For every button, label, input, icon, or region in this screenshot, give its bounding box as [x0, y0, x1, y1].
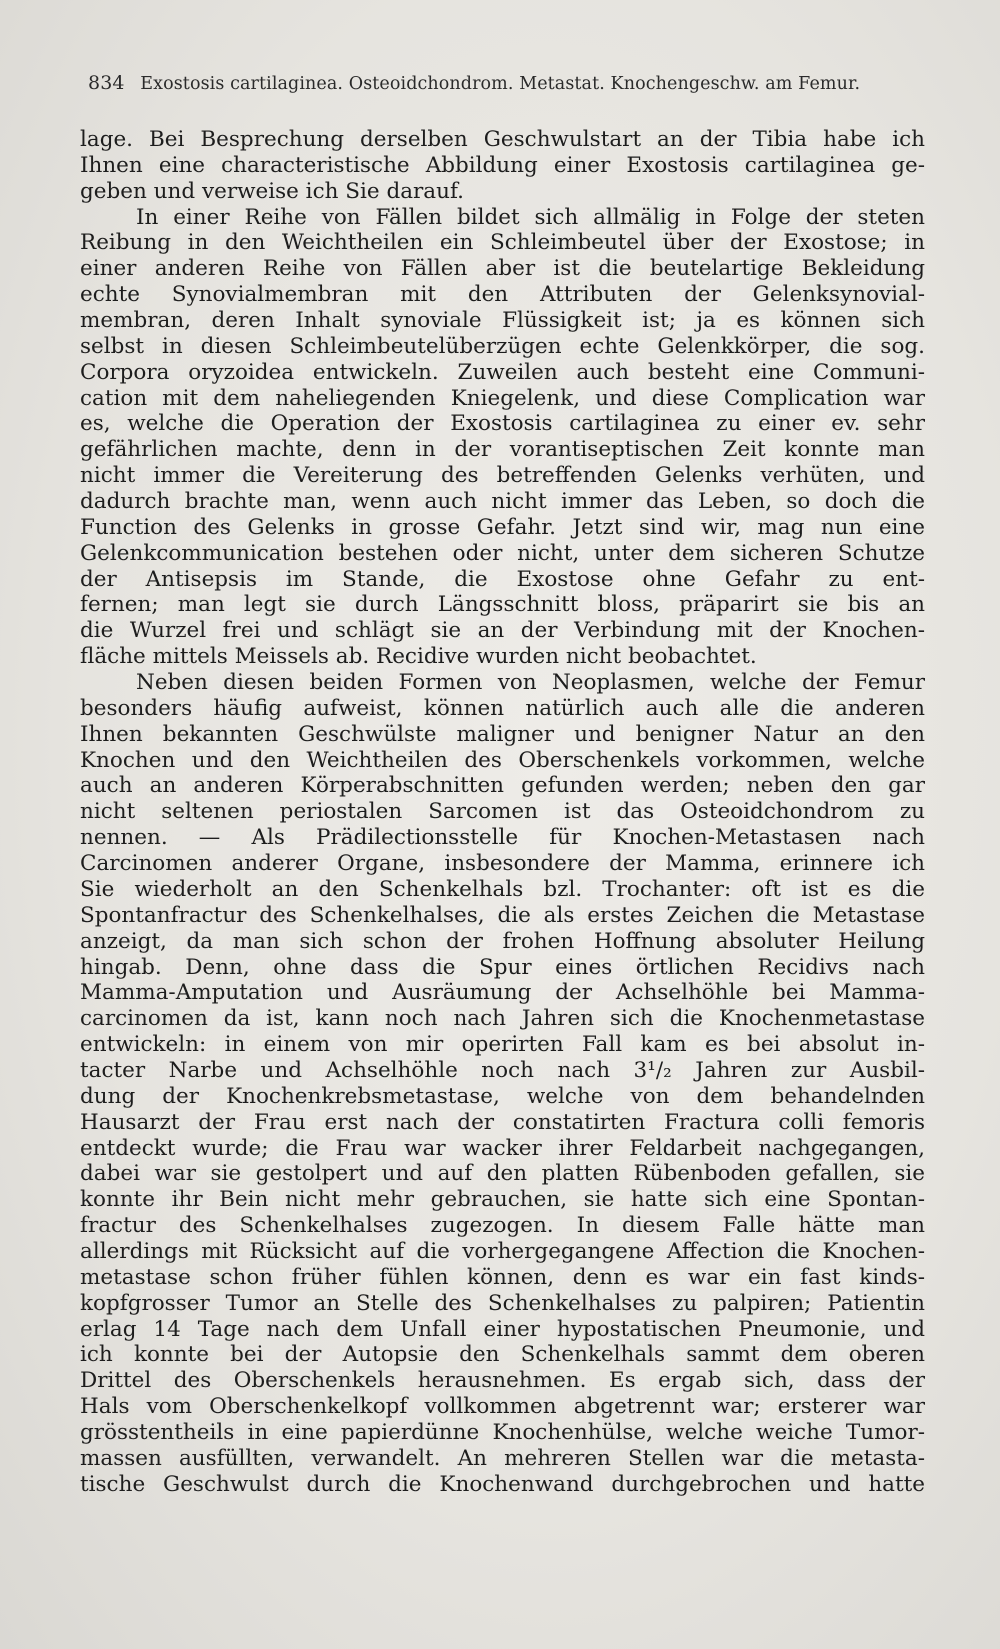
text-line: auch an anderen Körperabschnitten gefunden werden; neben den gar: [80, 773, 925, 799]
text-line: nennen. — Als Prädilectionsstelle für Knochen-Metastasen nach: [80, 825, 925, 851]
text-line: der Antisepsis im Stande, die Exostose ohne Gefahr zu ent-: [80, 566, 925, 592]
text-line: Sie wiederholt an den Schenkelhals bzl. Trochanter: oft ist es die: [80, 876, 925, 902]
text-line: carcinomen da ist, kann noch nach Jahren sich die Knochenmetastase: [80, 1006, 925, 1032]
text-line: tacter Narbe und Achselhöhle noch nach 3¹/₂ Jahren zur Ausbil-: [80, 1057, 925, 1083]
text-line: anzeigt, da man sich schon der frohen Hoffnung absoluter Heilung: [80, 928, 925, 954]
text-line: grösstentheils in eine papierdünne Knochenhülse, welche weiche Tumor-: [80, 1419, 925, 1445]
text-line: tische Geschwulst durch die Knochenwand durchgebrochen und hatte: [80, 1471, 925, 1497]
page-number: 834: [88, 72, 125, 94]
text-line: Function des Gelenks in grosse Gefahr. Jetzt sind wir, mag nun eine: [80, 514, 925, 540]
text-line: lage. Bei Besprechung derselben Geschwulstart an der Tibia habe ich: [80, 127, 925, 152]
text-line: konnte ihr Bein nicht mehr gebrauchen, sie hatte sich eine Spontan-: [80, 1187, 925, 1213]
paragraph: [80, 670, 925, 1498]
text-line: Mamma-Amputation und Ausräumung der Achselhöhle bei Mamma-: [80, 980, 925, 1006]
text-line: dadurch brachte man, wenn auch nicht immer das Leben, so doch die: [80, 489, 925, 515]
text-line: echte Synovialmembran mit den Attributen der Gelenksynovial-: [80, 282, 925, 308]
text-line: fractur des Schenkelhalses zugezogen. In diesem Falle hätte man: [80, 1213, 925, 1239]
text-line: Corpora oryzoidea entwickeln. Zuweilen auch besteht eine Communi-: [80, 359, 925, 385]
text-line: Hals vom Oberschenkelkopf vollkommen abgetrennt war; ersterer war: [80, 1394, 925, 1420]
text-line: Neben diesen beiden Formen von Neoplasmen, welche der Femur: [136, 670, 925, 696]
text-line: Knochen und den Weichtheilen des Oberschenkels vorkommen, welche: [80, 747, 925, 773]
text-line: Carcinomen anderer Organe, insbesondere der Mamma, erinnere ich: [80, 851, 925, 877]
text-line: In einer Reihe von Fällen bildet sich allmälig in Folge der steten: [136, 204, 925, 230]
text-line: ich konnte bei der Autopsie den Schenkelhals sammt dem oberen: [80, 1342, 925, 1368]
text-line: die Wurzel frei und schlägt sie an der Verbindung mit der Knochen-: [80, 618, 925, 644]
text-line: einer anderen Reihe von Fällen aber ist die beutelartige Bekleidung: [80, 256, 925, 282]
text-line: gefährlichen machte, denn in der vorantiseptischen Zeit konnte man: [80, 437, 925, 463]
text-line: Drittel des Oberschenkels herausnehmen. Es ergab sich, dass der: [80, 1368, 925, 1394]
text-line: dabei war sie gestolpert und auf den platten Rübenboden gefallen, sie: [80, 1161, 925, 1187]
paragraph: [80, 127, 925, 205]
text-line: Spontanfractur des Schenkelhalses, die als erstes Zeichen die Metastase: [80, 902, 925, 928]
text-line: membran, deren Inhalt synoviale Flüssigkeit ist; ja es können sich: [80, 308, 925, 334]
running-head: [88, 72, 928, 94]
text-line: entwickeln: in einem von mir operirten Fall kam es bei absolut in-: [80, 1032, 925, 1058]
text-line: metastase schon früher fühlen können, denn es war ein fast kinds-: [80, 1264, 925, 1290]
text-line: es, welche die Operation der Exostosis cartilaginea zu einer ev. sehr: [80, 411, 925, 437]
text-line: Hausarzt der Frau erst nach der constatirten Fractura colli femoris: [80, 1109, 925, 1135]
text-line: cation mit dem naheliegenden Kniegelenk, und diese Complication war: [80, 385, 925, 411]
text-line: fläche mittels Meissels ab. Recidive wurden nicht beobachtet.: [80, 644, 757, 670]
text-line: entdeckt wurde; die Frau war wacker ihrer Feldarbeit nachgegangen,: [80, 1135, 925, 1161]
text-line: Reibung in den Weichtheilen ein Schleimbeutel über der Exostose; in: [80, 230, 925, 256]
text-line: hingab. Denn, ohne dass die Spur eines örtlichen Recidivs nach: [80, 954, 925, 980]
running-head-title: Exostosis cartilaginea. Osteoidchondrom. Metastat. Knochengeschw. am Femur.: [140, 74, 861, 94]
text-line: massen ausfüllten, verwandelt. An mehreren Stellen war die metasta-: [80, 1445, 925, 1471]
text-line: erlag 14 Tage nach dem Unfall einer hypostatischen Pneumonie, und: [80, 1316, 925, 1342]
text-line: Ihnen eine characteristische Abbildung einer Exostosis cartilaginea ge-: [80, 152, 925, 178]
text-line: allerdings mit Rücksicht auf die vorhergegangene Affection die Knochen-: [80, 1238, 925, 1264]
text-line: nicht immer die Vereiterung des betreffenden Gelenks verhüten, und: [80, 463, 925, 489]
text-line: kopfgrosser Tumor an Stelle des Schenkelhalses zu palpiren; Patientin: [80, 1290, 925, 1316]
text-line: selbst in diesen Schleimbeutelüberzügen echte Gelenkkörper, die sog.: [80, 333, 925, 359]
text-line: nicht seltenen periostalen Sarcomen ist das Osteoidchondrom zu: [80, 799, 925, 825]
text-line: Gelenkcommunication bestehen oder nicht, unter dem sicheren Schutze: [80, 540, 925, 566]
text-line: dung der Knochenkrebsmetastase, welche von dem behandelnden: [80, 1083, 925, 1109]
text-line: geben und verweise ich Sie darauf.: [80, 178, 464, 204]
body-text: [80, 127, 925, 1498]
text-line: Ihnen bekannten Geschwülste maligner und benigner Natur an den: [80, 721, 925, 747]
text-line: fernen; man legt sie durch Längsschnitt bloss, präparirt sie bis an: [80, 592, 925, 618]
text-line: besonders häufig aufweist, können natürlich auch alle die anderen: [80, 695, 925, 721]
paragraph: [80, 205, 925, 670]
